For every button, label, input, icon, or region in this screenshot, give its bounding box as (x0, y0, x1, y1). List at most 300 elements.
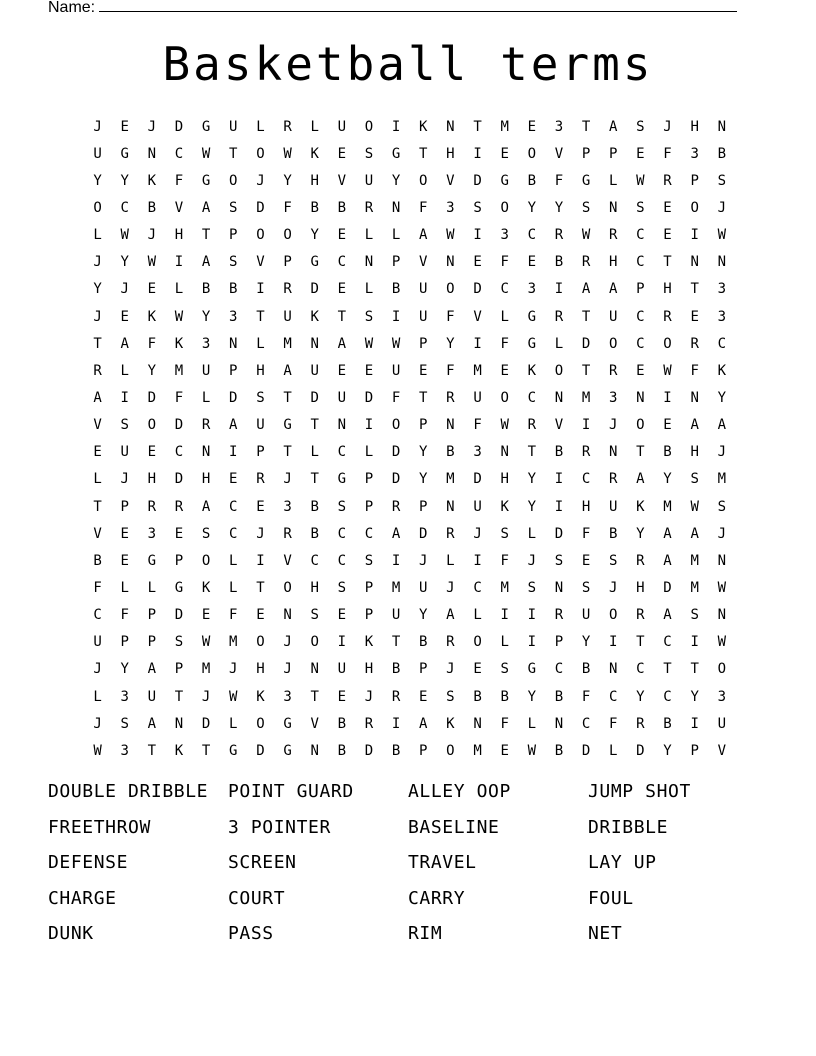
grid-cell[interactable]: R (581, 254, 591, 271)
grid-cell[interactable]: P (364, 498, 374, 515)
grid-cell[interactable]: E (690, 308, 699, 325)
grid-cell[interactable]: E (337, 227, 347, 244)
grid-cell[interactable]: N (636, 389, 645, 406)
grid-cell[interactable]: I (527, 634, 537, 651)
grid-cell[interactable]: H (310, 172, 319, 189)
grid-cell[interactable]: S (201, 525, 211, 542)
grid-cell[interactable]: Y (201, 308, 211, 325)
grid-cell[interactable]: H (690, 444, 699, 461)
grid-cell[interactable]: C (636, 254, 645, 271)
grid-cell[interactable]: O (93, 199, 102, 216)
grid-cell[interactable]: C (120, 199, 129, 216)
grid-cell[interactable]: J (473, 525, 482, 542)
grid-cell[interactable]: H (663, 281, 672, 298)
grid-cell[interactable]: R (609, 227, 618, 244)
grid-cell[interactable]: K (174, 335, 184, 352)
grid-cell[interactable]: W (717, 227, 727, 244)
grid-cell[interactable]: O (310, 634, 319, 651)
grid-cell[interactable]: T (419, 389, 428, 406)
grid-cell[interactable]: J (283, 471, 292, 488)
grid-cell[interactable]: F (581, 688, 591, 705)
grid-cell[interactable]: D (174, 118, 184, 135)
grid-cell[interactable]: F (690, 362, 699, 379)
grid-cell[interactable]: N (554, 715, 564, 732)
grid-cell[interactable]: J (419, 552, 428, 569)
grid-cell[interactable]: I (229, 444, 238, 461)
grid-cell[interactable]: 3 (147, 525, 157, 542)
grid-cell[interactable]: D (174, 471, 184, 488)
grid-cell[interactable]: L (174, 281, 184, 298)
grid-cell[interactable]: K (201, 579, 211, 596)
grid-cell[interactable]: O (256, 227, 265, 244)
grid-cell[interactable]: L (391, 227, 401, 244)
grid-cell[interactable]: D (364, 742, 374, 759)
grid-cell[interactable]: B (581, 661, 591, 678)
grid-cell[interactable]: P (256, 444, 265, 461)
grid-cell[interactable]: I (120, 389, 129, 406)
grid-cell[interactable]: H (174, 227, 184, 244)
grid-cell[interactable]: T (310, 417, 319, 434)
grid-cell[interactable]: P (419, 742, 428, 759)
grid-cell[interactable]: G (283, 715, 292, 732)
grid-cell[interactable]: Y (581, 634, 591, 651)
grid-cell[interactable]: E (663, 199, 672, 216)
grid-cell[interactable]: E (581, 552, 591, 569)
grid-cell[interactable]: C (337, 552, 347, 569)
grid-cell[interactable]: P (419, 498, 428, 515)
grid-cell[interactable]: K (717, 362, 727, 379)
grid-cell[interactable]: 3 (473, 444, 482, 461)
grid-cell[interactable]: L (473, 607, 482, 624)
grid-cell[interactable]: P (229, 362, 238, 379)
grid-cell[interactable]: O (554, 362, 564, 379)
grid-cell[interactable]: A (609, 281, 618, 298)
grid-cell[interactable]: G (581, 172, 591, 189)
grid-cell[interactable]: R (663, 308, 672, 325)
grid-cell[interactable]: D (473, 172, 482, 189)
grid-cell[interactable]: D (473, 281, 482, 298)
grid-cell[interactable]: I (473, 145, 482, 162)
grid-cell[interactable]: B (717, 145, 727, 162)
grid-cell[interactable]: C (717, 335, 727, 352)
grid-cell[interactable]: H (364, 661, 374, 678)
grid-cell[interactable]: N (391, 199, 401, 216)
grid-cell[interactable]: B (554, 742, 564, 759)
grid-cell[interactable]: C (636, 308, 645, 325)
grid-cell[interactable]: 3 (554, 118, 564, 135)
grid-cell[interactable]: L (201, 389, 211, 406)
grid-cell[interactable]: N (364, 254, 374, 271)
grid-cell[interactable]: E (527, 254, 537, 271)
grid-cell[interactable]: A (120, 335, 129, 352)
grid-cell[interactable]: R (446, 389, 455, 406)
grid-cell[interactable]: P (690, 742, 699, 759)
grid-cell[interactable]: L (364, 227, 374, 244)
grid-cell[interactable]: S (717, 172, 727, 189)
grid-cell[interactable]: Y (93, 281, 102, 298)
grid-cell[interactable]: S (554, 552, 564, 569)
grid-cell[interactable]: E (120, 525, 129, 542)
grid-cell[interactable]: L (500, 308, 509, 325)
grid-cell[interactable]: E (93, 444, 102, 461)
grid-cell[interactable]: U (337, 661, 347, 678)
grid-cell[interactable]: B (337, 715, 347, 732)
grid-cell[interactable]: D (201, 715, 211, 732)
grid-cell[interactable]: O (500, 389, 509, 406)
grid-cell[interactable]: U (229, 118, 238, 135)
grid-cell[interactable]: J (93, 254, 102, 271)
grid-cell[interactable]: S (229, 254, 238, 271)
grid-cell[interactable]: L (256, 335, 265, 352)
grid-cell[interactable]: N (473, 715, 482, 732)
grid-cell[interactable]: W (690, 498, 699, 515)
grid-cell[interactable]: J (663, 118, 672, 135)
grid-cell[interactable]: N (201, 444, 211, 461)
grid-cell[interactable]: D (174, 607, 184, 624)
grid-cell[interactable]: T (147, 742, 157, 759)
grid-cell[interactable]: P (636, 281, 645, 298)
grid-cell[interactable]: E (120, 552, 129, 569)
grid-cell[interactable]: U (337, 389, 347, 406)
grid-cell[interactable]: D (581, 742, 591, 759)
grid-cell[interactable]: N (717, 607, 727, 624)
grid-cell[interactable]: U (473, 498, 482, 515)
grid-cell[interactable]: A (201, 498, 211, 515)
grid-cell[interactable]: N (554, 579, 564, 596)
grid-cell[interactable]: 3 (446, 199, 455, 216)
grid-cell[interactable]: C (364, 525, 374, 542)
grid-cell[interactable]: Y (391, 172, 401, 189)
grid-cell[interactable]: G (337, 471, 347, 488)
grid-cell[interactable]: P (419, 335, 428, 352)
grid-cell[interactable]: C (310, 552, 319, 569)
grid-cell[interactable]: V (554, 145, 564, 162)
grid-cell[interactable]: O (283, 227, 292, 244)
grid-cell[interactable]: J (446, 579, 455, 596)
grid-cell[interactable]: U (391, 362, 401, 379)
grid-cell[interactable]: G (283, 742, 292, 759)
grid-cell[interactable]: T (636, 634, 645, 651)
grid-cell[interactable]: R (581, 444, 591, 461)
grid-cell[interactable]: D (147, 389, 157, 406)
grid-cell[interactable]: S (120, 715, 129, 732)
grid-cell[interactable]: Y (636, 688, 645, 705)
grid-cell[interactable]: L (256, 118, 265, 135)
grid-cell[interactable]: B (554, 254, 564, 271)
grid-cell[interactable]: N (446, 254, 455, 271)
grid-cell[interactable]: O (500, 199, 509, 216)
grid-cell[interactable]: K (636, 498, 645, 515)
grid-cell[interactable]: T (337, 308, 347, 325)
grid-cell[interactable]: F (391, 389, 401, 406)
grid-cell[interactable]: K (527, 362, 537, 379)
grid-cell[interactable]: 3 (229, 308, 238, 325)
grid-cell[interactable]: B (609, 525, 618, 542)
grid-cell[interactable]: E (636, 362, 645, 379)
grid-cell[interactable]: H (636, 579, 645, 596)
grid-cell[interactable]: N (609, 661, 618, 678)
grid-cell[interactable]: D (581, 335, 591, 352)
grid-cell[interactable]: T (581, 118, 591, 135)
grid-cell[interactable]: I (609, 634, 618, 651)
grid-cell[interactable]: E (419, 362, 428, 379)
grid-cell[interactable]: 3 (201, 335, 211, 352)
grid-cell[interactable]: P (364, 471, 374, 488)
grid-cell[interactable]: P (120, 498, 129, 515)
grid-cell[interactable]: Y (527, 471, 537, 488)
grid-cell[interactable]: L (120, 362, 129, 379)
grid-cell[interactable]: R (609, 471, 618, 488)
grid-cell[interactable]: E (337, 281, 347, 298)
grid-cell[interactable]: T (473, 118, 482, 135)
grid-cell[interactable]: I (581, 417, 591, 434)
grid-cell[interactable]: J (609, 417, 618, 434)
grid-cell[interactable]: F (500, 715, 509, 732)
grid-cell[interactable]: L (229, 715, 238, 732)
grid-cell[interactable]: R (527, 417, 537, 434)
grid-cell[interactable]: Y (527, 498, 537, 515)
grid-cell[interactable]: S (690, 471, 699, 488)
grid-cell[interactable]: E (500, 362, 509, 379)
grid-cell[interactable]: L (609, 742, 618, 759)
grid-cell[interactable]: W (636, 172, 645, 189)
grid-cell[interactable]: P (364, 579, 374, 596)
grid-cell[interactable]: O (201, 552, 211, 569)
grid-cell[interactable]: L (229, 552, 238, 569)
grid-cell[interactable]: T (229, 145, 238, 162)
grid-cell[interactable]: U (419, 579, 428, 596)
grid-cell[interactable]: T (256, 308, 265, 325)
grid-cell[interactable]: W (663, 362, 672, 379)
grid-cell[interactable]: C (337, 444, 347, 461)
grid-cell[interactable]: T (581, 308, 591, 325)
grid-cell[interactable]: F (446, 362, 455, 379)
grid-cell[interactable]: N (609, 444, 618, 461)
grid-cell[interactable]: K (147, 172, 157, 189)
grid-cell[interactable]: A (201, 254, 211, 271)
grid-cell[interactable]: H (500, 471, 509, 488)
grid-cell[interactable]: L (310, 444, 319, 461)
grid-cell[interactable]: U (473, 389, 482, 406)
grid-cell[interactable]: B (93, 552, 102, 569)
grid-cell[interactable]: V (256, 254, 265, 271)
grid-cell[interactable]: C (337, 254, 347, 271)
grid-cell[interactable]: N (446, 498, 455, 515)
grid-cell[interactable]: O (527, 145, 537, 162)
grid-cell[interactable]: C (500, 281, 509, 298)
grid-cell[interactable]: E (337, 607, 347, 624)
grid-cell[interactable]: S (717, 498, 727, 515)
grid-cell[interactable]: Y (663, 471, 672, 488)
grid-cell[interactable]: E (174, 525, 184, 542)
grid-cell[interactable]: W (391, 335, 401, 352)
grid-cell[interactable]: I (256, 552, 265, 569)
grid-cell[interactable]: A (636, 471, 645, 488)
grid-cell[interactable]: N (446, 417, 455, 434)
grid-cell[interactable]: J (120, 471, 129, 488)
grid-cell[interactable]: E (500, 742, 509, 759)
grid-cell[interactable]: N (717, 254, 727, 271)
grid-cell[interactable]: U (581, 607, 591, 624)
grid-cell[interactable]: Y (120, 254, 129, 271)
grid-cell[interactable]: B (391, 281, 401, 298)
grid-cell[interactable]: W (174, 308, 184, 325)
grid-cell[interactable]: D (391, 471, 401, 488)
grid-cell[interactable]: O (446, 281, 455, 298)
grid-cell[interactable]: O (473, 634, 482, 651)
grid-cell[interactable]: V (174, 199, 184, 216)
grid-cell[interactable]: M (500, 118, 509, 135)
grid-cell[interactable]: W (581, 227, 591, 244)
grid-cell[interactable]: U (391, 607, 401, 624)
grid-cell[interactable]: J (93, 308, 102, 325)
grid-cell[interactable]: R (663, 172, 672, 189)
grid-cell[interactable]: 3 (527, 281, 537, 298)
grid-cell[interactable]: O (636, 417, 645, 434)
grid-cell[interactable]: 3 (500, 227, 509, 244)
grid-cell[interactable]: T (310, 471, 319, 488)
grid-cell[interactable]: S (364, 308, 374, 325)
grid-cell[interactable]: U (609, 308, 618, 325)
grid-cell[interactable]: B (554, 688, 564, 705)
grid-cell[interactable]: T (201, 742, 211, 759)
grid-cell[interactable]: M (690, 579, 699, 596)
grid-cell[interactable]: Y (310, 227, 319, 244)
grid-cell[interactable]: B (310, 525, 319, 542)
grid-cell[interactable]: A (391, 525, 401, 542)
grid-cell[interactable]: E (256, 607, 265, 624)
grid-cell[interactable]: W (283, 145, 292, 162)
grid-cell[interactable]: C (663, 634, 672, 651)
grid-cell[interactable]: N (310, 335, 319, 352)
grid-cell[interactable]: D (636, 742, 645, 759)
grid-cell[interactable]: M (229, 634, 238, 651)
grid-cell[interactable]: D (663, 579, 672, 596)
grid-cell[interactable]: O (446, 742, 455, 759)
grid-cell[interactable]: N (147, 145, 157, 162)
grid-cell[interactable]: U (337, 118, 347, 135)
grid-cell[interactable]: V (446, 172, 455, 189)
grid-cell[interactable]: R (609, 362, 618, 379)
grid-cell[interactable]: A (663, 552, 672, 569)
grid-cell[interactable]: G (391, 145, 401, 162)
grid-cell[interactable]: Y (527, 199, 537, 216)
grid-cell[interactable]: I (554, 281, 564, 298)
grid-cell[interactable]: E (337, 362, 347, 379)
grid-cell[interactable]: Y (527, 688, 537, 705)
grid-cell[interactable]: U (419, 281, 428, 298)
grid-cell[interactable]: P (364, 607, 374, 624)
grid-cell[interactable]: A (201, 199, 211, 216)
grid-cell[interactable]: R (364, 715, 374, 732)
grid-cell[interactable]: J (527, 552, 537, 569)
grid-cell[interactable]: M (391, 579, 401, 596)
grid-cell[interactable]: J (717, 199, 727, 216)
grid-cell[interactable]: D (391, 444, 401, 461)
grid-cell[interactable]: G (310, 254, 319, 271)
grid-cell[interactable]: S (120, 417, 129, 434)
grid-cell[interactable]: P (391, 254, 401, 271)
grid-cell[interactable]: S (636, 118, 645, 135)
grid-cell[interactable]: H (609, 254, 618, 271)
grid-cell[interactable]: E (473, 254, 482, 271)
grid-cell[interactable]: I (554, 498, 564, 515)
grid-cell[interactable]: 3 (717, 308, 727, 325)
grid-cell[interactable]: L (364, 444, 374, 461)
grid-cell[interactable]: N (717, 118, 727, 135)
grid-cell[interactable]: R (446, 634, 455, 651)
grid-cell[interactable]: A (609, 118, 618, 135)
grid-cell[interactable]: B (147, 199, 157, 216)
grid-cell[interactable]: A (717, 417, 727, 434)
grid-cell[interactable]: F (500, 552, 509, 569)
grid-cell[interactable]: P (283, 254, 292, 271)
grid-cell[interactable]: B (473, 688, 482, 705)
grid-cell[interactable]: H (256, 661, 265, 678)
grid-cell[interactable]: P (120, 634, 129, 651)
grid-cell[interactable]: 3 (283, 498, 292, 515)
grid-cell[interactable]: R (391, 498, 401, 515)
grid-cell[interactable]: N (690, 254, 699, 271)
grid-cell[interactable]: R (174, 498, 184, 515)
grid-cell[interactable]: M (473, 742, 482, 759)
grid-cell[interactable]: O (256, 634, 265, 651)
grid-cell[interactable]: D (229, 389, 238, 406)
grid-cell[interactable]: I (663, 389, 672, 406)
grid-cell[interactable]: H (446, 145, 455, 162)
grid-cell[interactable]: P (147, 634, 157, 651)
grid-cell[interactable]: J (717, 525, 727, 542)
grid-cell[interactable]: C (229, 498, 238, 515)
grid-cell[interactable]: C (636, 227, 645, 244)
grid-cell[interactable]: R (283, 525, 292, 542)
grid-cell[interactable]: I (500, 607, 509, 624)
grid-cell[interactable]: S (581, 579, 591, 596)
grid-cell[interactable]: C (554, 661, 564, 678)
grid-cell[interactable]: E (337, 145, 347, 162)
grid-cell[interactable]: U (120, 444, 129, 461)
grid-cell[interactable]: B (500, 688, 509, 705)
grid-cell[interactable]: Y (554, 199, 564, 216)
grid-cell[interactable]: K (147, 308, 157, 325)
grid-cell[interactable]: R (147, 498, 157, 515)
grid-cell[interactable]: W (93, 742, 102, 759)
grid-cell[interactable]: Y (120, 172, 129, 189)
grid-cell[interactable]: I (256, 281, 265, 298)
grid-cell[interactable]: E (120, 118, 129, 135)
grid-cell[interactable]: T (636, 444, 645, 461)
grid-cell[interactable]: 3 (690, 145, 699, 162)
grid-cell[interactable]: 3 (609, 389, 618, 406)
grid-cell[interactable]: J (256, 525, 265, 542)
grid-cell[interactable]: B (310, 199, 319, 216)
grid-cell[interactable]: E (419, 688, 428, 705)
grid-cell[interactable]: R (636, 715, 645, 732)
grid-cell[interactable]: O (609, 335, 618, 352)
grid-cell[interactable]: O (663, 335, 672, 352)
grid-cell[interactable]: S (581, 199, 591, 216)
grid-cell[interactable]: M (473, 362, 482, 379)
grid-cell[interactable]: E (229, 471, 238, 488)
grid-cell[interactable]: U (93, 634, 102, 651)
grid-cell[interactable]: G (147, 552, 157, 569)
grid-cell[interactable]: A (419, 715, 428, 732)
grid-cell[interactable]: D (310, 281, 319, 298)
grid-cell[interactable]: O (364, 118, 374, 135)
grid-cell[interactable]: A (283, 362, 292, 379)
grid-cell[interactable]: Y (120, 661, 129, 678)
grid-cell[interactable]: M (500, 579, 509, 596)
